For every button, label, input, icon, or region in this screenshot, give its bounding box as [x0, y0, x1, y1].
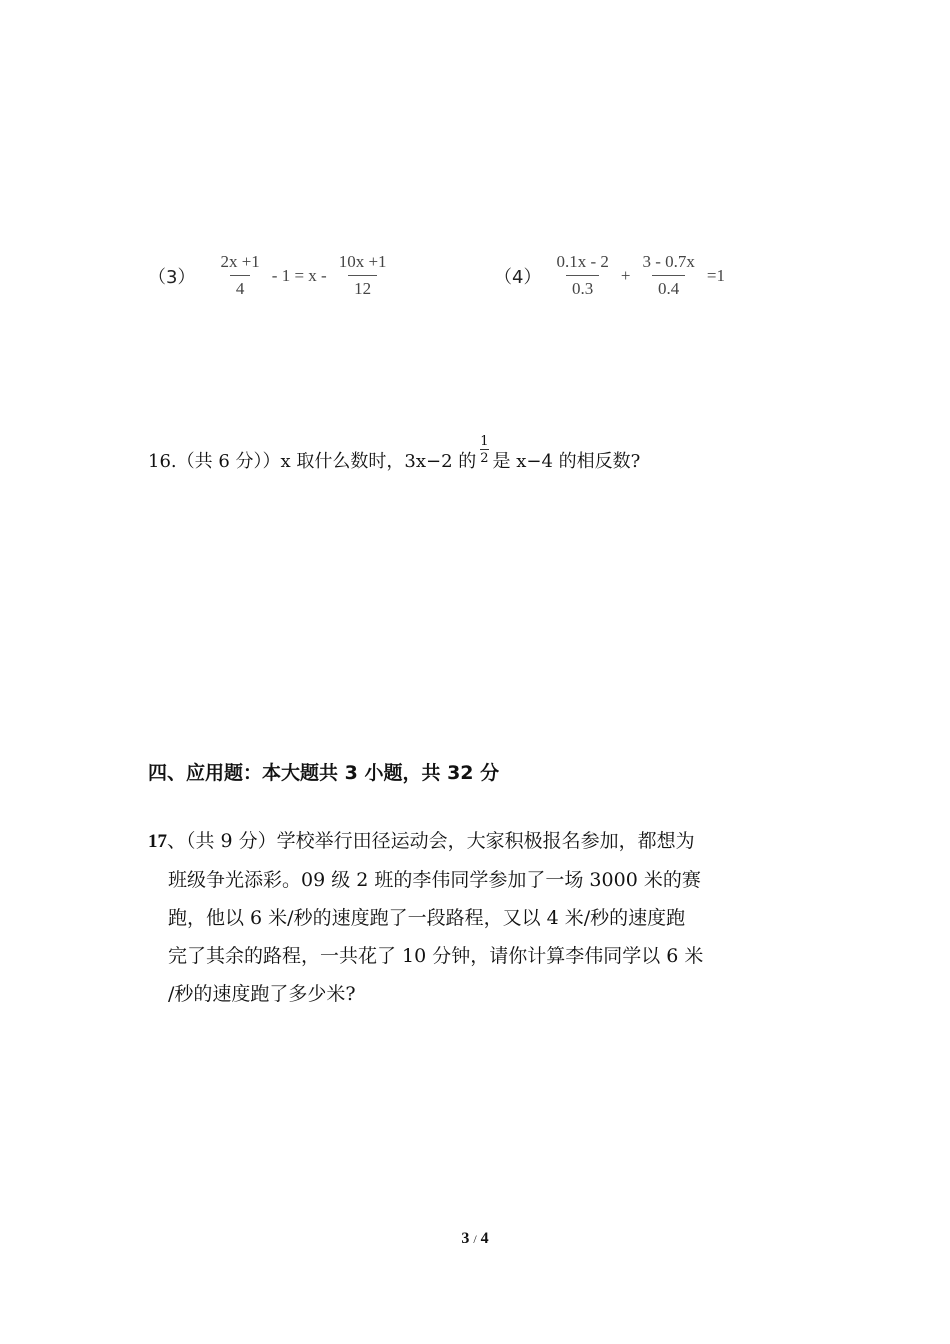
equation-4-label: （4） [494, 266, 542, 288]
page-separator: / [473, 1232, 477, 1246]
equation-4 [494, 252, 728, 299]
question-16-text-after: 是 x−4 的相反数? [492, 451, 641, 472]
question-16-fraction [480, 434, 488, 466]
equation-3-middle: - 1 = x - [271, 265, 327, 285]
equation-3-fraction-2 [333, 252, 393, 299]
question-17-line-5: /秒的速度跑了多少米? [168, 983, 356, 1005]
fraction-numerator: 3 - 0.7x [642, 252, 695, 271]
fraction-numerator: 0.1x - 2 [556, 252, 609, 271]
fraction-denominator: 12 [348, 275, 377, 299]
page-total: 4 [480, 1230, 489, 1247]
question-17 [148, 822, 828, 1013]
question-17-line-2: 班级争光添彩。09 级 2 班的李伟同学参加了一场 3000 米的赛 [168, 869, 701, 891]
equation-4-plus: + [620, 265, 631, 285]
section-4-heading: 四、应用题：本大题共 3 小题，共 32 分 [148, 762, 500, 784]
page-current: 3 [461, 1230, 470, 1247]
question-17-line-1-text: 、（共 9 分）学校举行田径运动会，大家积极报名参加，都想为 [167, 830, 695, 852]
fraction-denominator: 0.4 [652, 275, 685, 299]
page-number [0, 1230, 950, 1248]
fraction-denominator: 2 [480, 451, 489, 466]
question-16 [148, 434, 641, 476]
fraction-numerator: 10x +1 [338, 252, 387, 271]
equation-3 [148, 252, 396, 299]
fraction-numerator: 1 [480, 434, 489, 449]
equation-4-fraction-2 [636, 252, 700, 299]
question-17-line-4: 完了其余的路程，一共花了 10 分钟，请你计算李伟同学以 6 米 [168, 945, 704, 967]
equation-3-fraction-1 [214, 252, 265, 299]
equation-4-fraction-1 [550, 252, 614, 299]
fraction-numerator: 2x +1 [220, 252, 260, 271]
question-16-text-before: 16.（共 6 分））x 取什么数时，3x−2 的 [148, 451, 477, 472]
question-17-number: 17 [148, 831, 167, 852]
fraction-denominator: 0.3 [566, 275, 599, 299]
equation-3-label: （3） [148, 266, 196, 288]
question-17-line-3: 跑，他以 6 米/秒的速度跑了一段路程，又以 4 米/秒的速度跑 [168, 907, 686, 929]
fraction-denominator: 4 [230, 275, 251, 299]
question-17-line-1 [148, 822, 828, 861]
equation-4-rhs: =1 [706, 265, 725, 285]
